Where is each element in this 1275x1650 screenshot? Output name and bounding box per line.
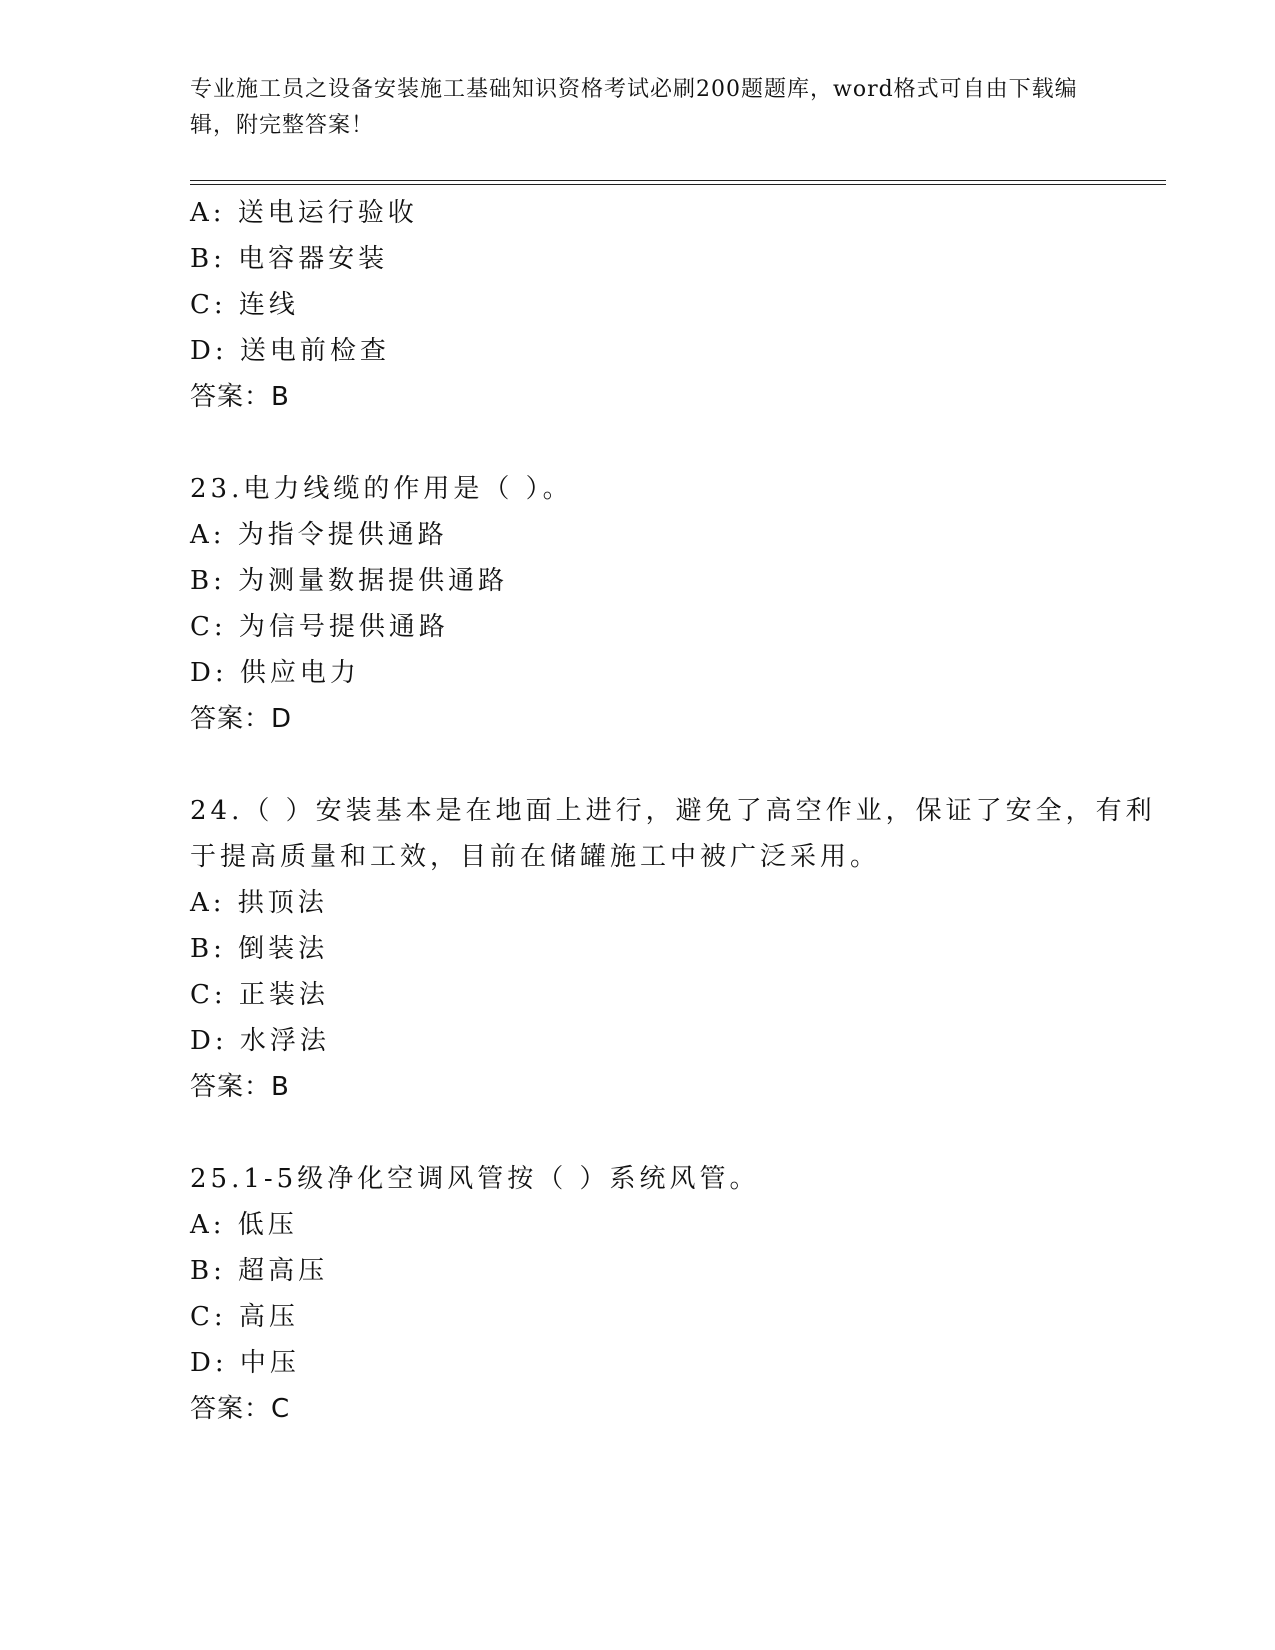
question-block-previous: [190, 190, 1166, 420]
answer-line: 答案：D: [190, 704, 293, 734]
spacer: [190, 420, 1166, 466]
option-b: B: 倒装法: [190, 934, 329, 964]
answer-line: 答案：B: [190, 382, 290, 412]
document-header: 专业施工员之设备安装施工基础知识资格考试必刷200题题库，word格式可自由下载编辑，附完整答案！: [190, 77, 1078, 138]
spacer: [190, 1110, 1166, 1156]
option-a: A: 拱顶法: [190, 888, 328, 918]
option-d: D: 供应电力: [190, 658, 360, 688]
option-a: A: 低压: [190, 1210, 298, 1240]
header-divider-bottom: [190, 184, 1166, 185]
answer-line: 答案：C: [190, 1394, 291, 1424]
question-block-23: [190, 466, 1166, 742]
option-d: D: 送电前检查: [190, 336, 390, 366]
document-content: [190, 190, 1166, 1432]
answer-line: 答案：B: [190, 1072, 290, 1102]
option-b: B: 为测量数据提供通路: [190, 566, 509, 596]
option-d: D: 中压: [190, 1348, 300, 1378]
question-stem: 23.电力线缆的作用是（ ）。: [190, 474, 573, 504]
header-divider-top: [190, 180, 1166, 181]
option-b: B: 超高压: [190, 1256, 329, 1286]
option-c: C: 高压: [190, 1302, 299, 1332]
option-c: C: 连线: [190, 290, 299, 320]
option-d: D: 水浮法: [190, 1026, 330, 1056]
question-block-25: [190, 1156, 1166, 1432]
spacer: [190, 742, 1166, 788]
option-a: A: 送电运行验收: [190, 198, 418, 228]
option-b: B: 电容器安装: [190, 244, 389, 274]
question-block-24: [190, 788, 1166, 1110]
option-a: A: 为指令提供通路: [190, 520, 448, 550]
option-c: C: 为信号提供通路: [190, 612, 449, 642]
option-c: C: 正装法: [190, 980, 329, 1010]
question-stem: 25.1-5级净化空调风管按（ ）系统风管。: [190, 1164, 760, 1194]
question-stem: 24.（ ）安装基本是在地面上进行，避免了高空作业，保证了安全，有利于提高质量和工效，目前在储罐施工中被广泛采用。: [190, 796, 1156, 872]
